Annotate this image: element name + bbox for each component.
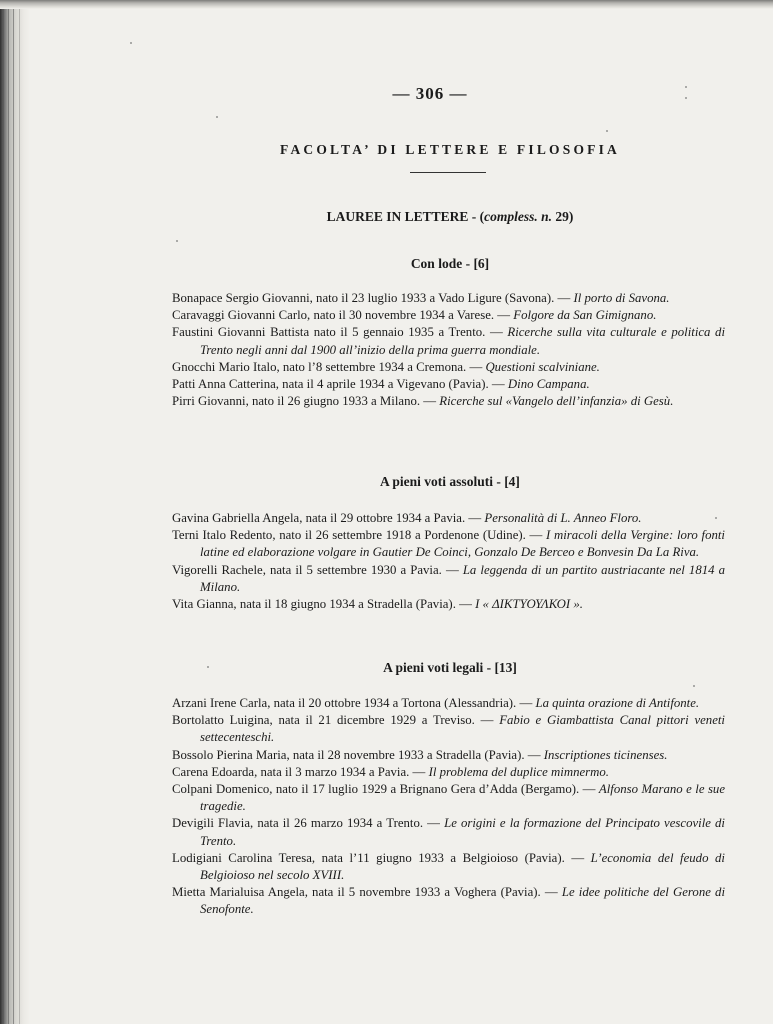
title-divider	[410, 172, 486, 173]
entry-thesis-title: Il porto di Savona.	[573, 291, 670, 305]
entry-list-pieni-voti-legali	[172, 695, 725, 919]
entry-thesis-title: Personalità di L. Anneo Floro.	[484, 511, 642, 525]
scan-speck	[715, 517, 717, 519]
entry-text: Lodigiani Carolina Teresa, nata l’11 giugno 1933 a Belgioioso (Pavia). —	[172, 850, 591, 865]
entry-text: Vita Gianna, nata il 18 giugno 1934 a Stradella (Pavia). —	[172, 597, 476, 612]
list-item	[172, 562, 725, 596]
entry-text: Mietta Marialuisa Angela, nata il 5 novembre 1933 a Voghera (Pavia). —	[172, 885, 562, 900]
scan-speck	[207, 666, 209, 668]
entry-thesis-title: Ricerche sul «Vangelo dell’infanzia» di Gesù.	[439, 394, 674, 409]
list-item	[172, 850, 725, 884]
entry-list-pieni-voti-assoluti	[172, 510, 725, 613]
list-item	[172, 747, 725, 764]
list-item	[172, 324, 725, 358]
binding-line	[8, 0, 9, 1024]
degree-heading-suffix: 29)	[552, 209, 574, 224]
entry-thesis-title: La leggenda di un partito austriacante nel 1814 a Milano.	[200, 562, 725, 594]
entry-text: Faustini Giovanni Battista nato il 5 gennaio 1935 a Trento. —	[172, 325, 508, 340]
list-item	[172, 764, 725, 781]
list-item	[172, 695, 725, 712]
entry-thesis-title: Inscriptiones ticinenses.	[543, 747, 668, 762]
entry-text: Devigili Flavia, nata il 26 marzo 1934 a Trento. —	[172, 816, 445, 831]
entry-text: Terni Italo Redento, nato il 26 settembre 1918 a Pordenone (Udine). —	[172, 528, 547, 543]
scan-speck	[130, 42, 132, 44]
entry-text: Gnocchi Mario Italo, nato l’8 settembre 1934 a Cremona. —	[172, 359, 486, 374]
degree-heading-note: compless. n.	[484, 209, 553, 224]
entry-text: Bossolo Pierina Maria, nata il 28 novembre 1933 a Stradella (Pavia). —	[172, 747, 544, 762]
page-binding-shadow	[0, 0, 30, 1024]
list-item	[172, 527, 725, 561]
scan-speck	[176, 240, 178, 242]
binding-line	[3, 0, 4, 1024]
list-item	[172, 376, 725, 393]
scan-speck	[606, 130, 608, 132]
entry-thesis-title: Il problema del duplice mimnermo.	[428, 764, 609, 779]
entry-thesis-title: Ricerche sulla vita culturale e politica di Trento negli anni dal 1900 all’inizio della prima guerra mondiale.	[200, 325, 726, 357]
entry-thesis-title: Questioni scalviniane.	[485, 359, 600, 374]
entry-text: Vigorelli Rachele, nata il 5 settembre 1930 a Pavia. —	[172, 562, 463, 577]
list-item	[172, 307, 725, 324]
faculty-title: FACOLTA’ DI LETTERE E FILOSOFIA	[280, 142, 620, 157]
scan-speck	[685, 97, 687, 99]
list-item	[172, 510, 725, 527]
scan-speck	[693, 685, 695, 687]
entry-thesis-title: Folgore da San Gimignano.	[513, 308, 657, 323]
entry-thesis-title: Dino Campana.	[507, 377, 590, 392]
list-item	[172, 359, 725, 376]
section-heading-con-lode: Con lode - [6]	[410, 256, 490, 271]
list-item	[172, 393, 725, 410]
entry-text: Patti Anna Catterina, nata il 4 aprile 1934 a Vigevano (Pavia). —	[172, 377, 508, 392]
entry-text: Carena Edoarda, nata il 3 marzo 1934 a Pavia. —	[172, 764, 429, 779]
section-heading-pieni-voti-legali: A pieni voti legali - [13]	[383, 660, 517, 675]
entry-text: Bortolatto Luigina, nata il 21 dicembre 1929 a Treviso. —	[172, 713, 500, 728]
entry-text: Bonapace Sergio Giovanni, nato il 23 luglio 1933 a Vado Ligure (Savona). —	[172, 291, 574, 305]
list-item	[172, 815, 725, 849]
entry-text: Arzani Irene Carla, nata il 20 ottobre 1934 a Tortona (Alessandria). —	[172, 696, 536, 710]
scan-speck	[685, 86, 687, 88]
entry-text: Gavina Gabriella Angela, nata il 29 ottobre 1934 a Pavia. —	[172, 511, 485, 525]
entry-thesis-title: I « ΔΙΚΤΥΟΥΛΚΟΙ ».	[475, 597, 583, 612]
list-item	[172, 290, 725, 307]
entry-thesis-title: I miracoli della Vergine: loro fonti latine ed elaborazione volgare in Gautier De Coinci, Gonzalo De Berceo e Bonvesin Da La Riva.	[200, 528, 725, 560]
entry-thesis-title: La quinta orazione di Antifonte.	[535, 696, 700, 710]
entry-text: Colpani Domenico, nato il 17 luglio 1929 a Brignano Gera d’Adda (Bergamo). —	[172, 782, 599, 797]
degree-heading	[250, 209, 650, 225]
entry-thesis-title: L’economia del feudo di Belgioioso nel secolo XVIII.	[200, 850, 725, 883]
entry-text: Caravaggi Giovanni Carlo, nato il 30 novembre 1934 a Varese. —	[172, 308, 514, 323]
page-top-edge	[0, 0, 773, 9]
scan-speck	[216, 116, 218, 118]
list-item	[172, 884, 725, 918]
list-item	[172, 596, 725, 613]
degree-heading-prefix: LAUREE IN LETTERE - (	[326, 209, 485, 224]
list-item	[172, 712, 725, 746]
entry-text: Pirri Giovanni, nato il 26 giugno 1933 a Milano. —	[172, 394, 440, 409]
section-heading-pieni-voti-assoluti: A pieni voti assoluti - [4]	[380, 474, 520, 489]
list-item	[172, 781, 725, 815]
binding-line	[13, 0, 14, 1024]
binding-line	[19, 0, 20, 1024]
entry-thesis-title: Fabio e Giambattista Canal pittori veneti settecenteschi.	[200, 713, 725, 745]
entry-list-con-lode	[172, 290, 725, 410]
entry-thesis-title: Le origini e la formazione del Principato vescovile di Trento.	[200, 816, 725, 848]
entry-thesis-title: Alfonso Marano e le sue tragedie.	[200, 782, 725, 814]
entry-thesis-title: Le idee politiche del Gerone di Senofonte.	[200, 885, 726, 917]
page-number: — 306 —	[392, 84, 468, 103]
